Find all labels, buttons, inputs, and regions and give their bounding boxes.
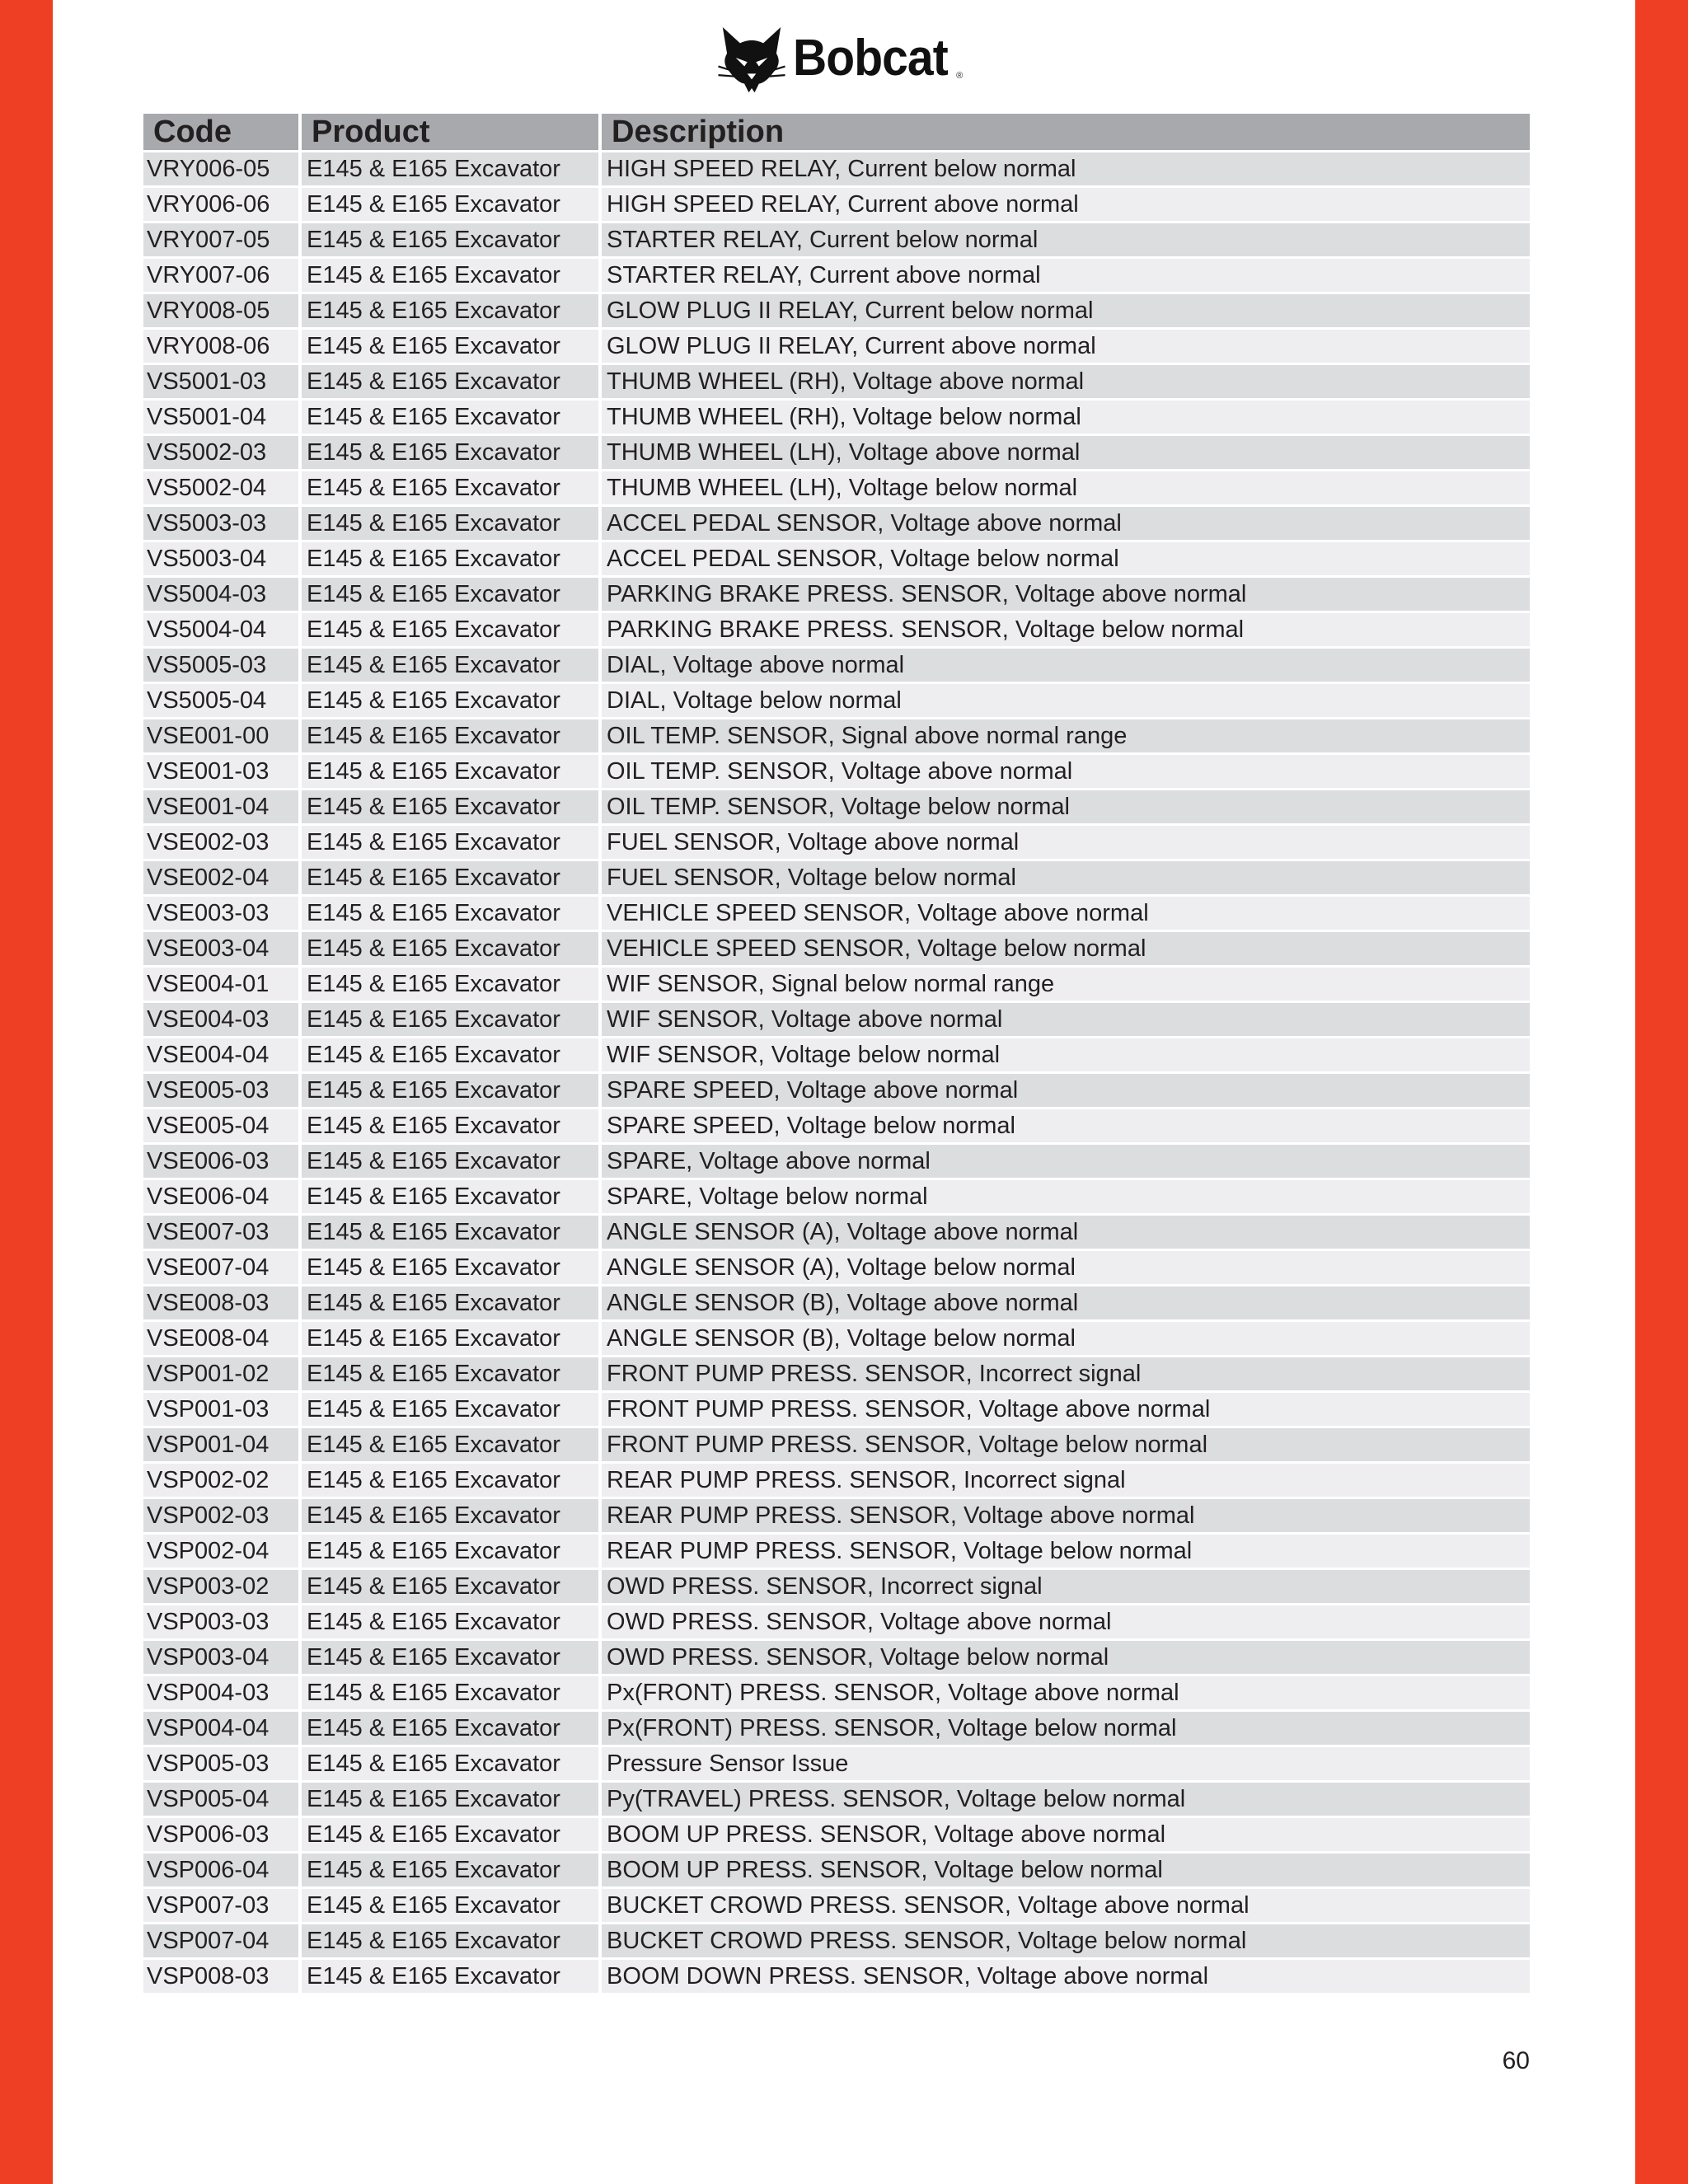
product-cell: E145 & E165 Excavator — [302, 1783, 598, 1816]
code-cell: VSE003-04 — [143, 932, 298, 965]
table-row — [143, 790, 1530, 823]
product-cell: E145 & E165 Excavator — [302, 365, 598, 398]
code-cell: VSE007-04 — [143, 1251, 298, 1284]
description-cell: Py(TRAVEL) PRESS. SENSOR, Voltage below normal — [602, 1783, 1530, 1816]
product-cell: E145 & E165 Excavator — [302, 1180, 598, 1213]
code-cell: VSE001-03 — [143, 755, 298, 788]
code-cell: VSE004-04 — [143, 1038, 298, 1071]
product-cell: E145 & E165 Excavator — [302, 719, 598, 752]
code-cell: VSE004-03 — [143, 1003, 298, 1036]
product-cell: E145 & E165 Excavator — [302, 1818, 598, 1851]
product-cell: E145 & E165 Excavator — [302, 1038, 598, 1071]
table-row — [143, 1393, 1530, 1426]
code-cell: VSE003-03 — [143, 897, 298, 930]
product-cell: E145 & E165 Excavator — [302, 932, 598, 965]
code-cell: VS5001-04 — [143, 401, 298, 434]
product-cell: E145 & E165 Excavator — [302, 1109, 598, 1142]
code-cell: VRY007-06 — [143, 259, 298, 292]
description-cell: THUMB WHEEL (RH), Voltage below normal — [602, 401, 1530, 434]
description-cell: ACCEL PEDAL SENSOR, Voltage below normal — [602, 542, 1530, 575]
description-cell: WIF SENSOR, Voltage below normal — [602, 1038, 1530, 1071]
table-row — [143, 1286, 1530, 1319]
table-row — [143, 1712, 1530, 1745]
description-cell: ACCEL PEDAL SENSOR, Voltage above normal — [602, 507, 1530, 540]
code-cell: VSP004-04 — [143, 1712, 298, 1745]
product-cell: E145 & E165 Excavator — [302, 1676, 598, 1709]
description-cell: SPARE SPEED, Voltage below normal — [602, 1109, 1530, 1142]
code-cell: VS5003-03 — [143, 507, 298, 540]
description-cell: WIF SENSOR, Voltage above normal — [602, 1003, 1530, 1036]
table-row — [143, 861, 1530, 894]
table-row — [143, 1109, 1530, 1142]
description-cell: HIGH SPEED RELAY, Current below normal — [602, 152, 1530, 185]
product-cell: E145 & E165 Excavator — [302, 826, 598, 859]
product-cell: E145 & E165 Excavator — [302, 1251, 598, 1284]
description-cell: WIF SENSOR, Signal below normal range — [602, 968, 1530, 1001]
code-cell: VSP005-04 — [143, 1783, 298, 1816]
description-cell: THUMB WHEEL (RH), Voltage above normal — [602, 365, 1530, 398]
code-cell: VSE006-04 — [143, 1180, 298, 1213]
code-cell: VS5004-03 — [143, 578, 298, 611]
code-cell: VSP005-03 — [143, 1747, 298, 1780]
table-row — [143, 755, 1530, 788]
product-cell: E145 & E165 Excavator — [302, 1003, 598, 1036]
product-cell: E145 & E165 Excavator — [302, 684, 598, 717]
table-body — [143, 152, 1530, 1993]
table-row — [143, 684, 1530, 717]
code-cell: VSP007-04 — [143, 1924, 298, 1957]
product-cell: E145 & E165 Excavator — [302, 1570, 598, 1603]
description-cell: OWD PRESS. SENSOR, Voltage above normal — [602, 1605, 1530, 1638]
description-cell: ANGLE SENSOR (B), Voltage above normal — [602, 1286, 1530, 1319]
code-cell: VS5002-03 — [143, 436, 298, 469]
code-cell: VSP001-03 — [143, 1393, 298, 1426]
code-cell: VSP002-02 — [143, 1464, 298, 1497]
product-cell: E145 & E165 Excavator — [302, 471, 598, 504]
code-cell: VS5001-03 — [143, 365, 298, 398]
description-cell: FUEL SENSOR, Voltage above normal — [602, 826, 1530, 859]
description-cell: OWD PRESS. SENSOR, Voltage below normal — [602, 1641, 1530, 1674]
product-cell: E145 & E165 Excavator — [302, 1960, 598, 1993]
description-cell: DIAL, Voltage above normal — [602, 649, 1530, 682]
product-cell: E145 & E165 Excavator — [302, 1464, 598, 1497]
table-row — [143, 649, 1530, 682]
table-row — [143, 1605, 1530, 1638]
description-cell: STARTER RELAY, Current below normal — [602, 223, 1530, 256]
description-cell: FUEL SENSOR, Voltage below normal — [602, 861, 1530, 894]
table-row — [143, 1570, 1530, 1603]
code-cell: VRY006-05 — [143, 152, 298, 185]
table-row — [143, 1251, 1530, 1284]
table-row — [143, 932, 1530, 965]
description-cell: FRONT PUMP PRESS. SENSOR, Incorrect signal — [602, 1357, 1530, 1390]
product-cell: E145 & E165 Excavator — [302, 578, 598, 611]
code-cell: VSE002-04 — [143, 861, 298, 894]
code-cell: VSP003-04 — [143, 1641, 298, 1674]
table-row — [143, 613, 1530, 646]
left-accent-stripe — [0, 0, 53, 2184]
table-row — [143, 401, 1530, 434]
product-cell: E145 & E165 Excavator — [302, 1357, 598, 1390]
product-cell: E145 & E165 Excavator — [302, 861, 598, 894]
code-cell: VSE001-04 — [143, 790, 298, 823]
description-cell: OWD PRESS. SENSOR, Incorrect signal — [602, 1570, 1530, 1603]
description-cell: BOOM UP PRESS. SENSOR, Voltage below normal — [602, 1854, 1530, 1886]
description-cell: VEHICLE SPEED SENSOR, Voltage below normal — [602, 932, 1530, 965]
product-cell: E145 & E165 Excavator — [302, 1889, 598, 1922]
description-cell: VEHICLE SPEED SENSOR, Voltage above normal — [602, 897, 1530, 930]
code-cell: VSE005-03 — [143, 1074, 298, 1107]
table-row — [143, 1676, 1530, 1709]
description-cell: DIAL, Voltage below normal — [602, 684, 1530, 717]
product-cell: E145 & E165 Excavator — [302, 649, 598, 682]
description-cell: BOOM DOWN PRESS. SENSOR, Voltage above normal — [602, 1960, 1530, 1993]
code-cell: VRY006-06 — [143, 188, 298, 221]
right-accent-stripe — [1635, 0, 1688, 2184]
code-cell: VSP003-02 — [143, 1570, 298, 1603]
table-row — [143, 1960, 1530, 1993]
code-cell: VSE008-04 — [143, 1322, 298, 1355]
table-row — [143, 1783, 1530, 1816]
code-cell: VSE002-03 — [143, 826, 298, 859]
description-cell: GLOW PLUG II RELAY, Current below normal — [602, 294, 1530, 327]
product-cell: E145 & E165 Excavator — [302, 968, 598, 1001]
table-row — [143, 1924, 1530, 1957]
product-cell: E145 & E165 Excavator — [302, 1854, 598, 1886]
description-cell: SPARE, Voltage above normal — [602, 1145, 1530, 1178]
code-cell: VSE008-03 — [143, 1286, 298, 1319]
product-cell: E145 & E165 Excavator — [302, 1216, 598, 1249]
description-cell: SPARE, Voltage below normal — [602, 1180, 1530, 1213]
code-cell: VRY008-06 — [143, 330, 298, 363]
product-cell: E145 & E165 Excavator — [302, 1145, 598, 1178]
product-cell: E145 & E165 Excavator — [302, 1428, 598, 1461]
table-row — [143, 719, 1530, 752]
description-cell: PARKING BRAKE PRESS. SENSOR, Voltage below normal — [602, 613, 1530, 646]
code-cell: VSP002-03 — [143, 1499, 298, 1532]
table-row — [143, 365, 1530, 398]
table-row — [143, 188, 1530, 221]
table-row — [143, 259, 1530, 292]
table-row — [143, 578, 1530, 611]
product-cell: E145 & E165 Excavator — [302, 897, 598, 930]
description-cell: OIL TEMP. SENSOR, Signal above normal range — [602, 719, 1530, 752]
description-cell: FRONT PUMP PRESS. SENSOR, Voltage above normal — [602, 1393, 1530, 1426]
product-cell: E145 & E165 Excavator — [302, 152, 598, 185]
product-cell: E145 & E165 Excavator — [302, 436, 598, 469]
description-cell: OIL TEMP. SENSOR, Voltage below normal — [602, 790, 1530, 823]
description-cell: BUCKET CROWD PRESS. SENSOR, Voltage below normal — [602, 1924, 1530, 1957]
description-cell: HIGH SPEED RELAY, Current above normal — [602, 188, 1530, 221]
description-cell: ANGLE SENSOR (A), Voltage above normal — [602, 1216, 1530, 1249]
table-header — [143, 114, 1530, 150]
table-row — [143, 223, 1530, 256]
code-cell: VS5002-04 — [143, 471, 298, 504]
product-cell: E145 & E165 Excavator — [302, 223, 598, 256]
table-row — [143, 897, 1530, 930]
product-cell: E145 & E165 Excavator — [302, 1747, 598, 1780]
fault-code-table — [140, 111, 1533, 1995]
description-cell: PARKING BRAKE PRESS. SENSOR, Voltage above normal — [602, 578, 1530, 611]
description-cell: FRONT PUMP PRESS. SENSOR, Voltage below normal — [602, 1428, 1530, 1461]
table-row — [143, 542, 1530, 575]
product-cell: E145 & E165 Excavator — [302, 1641, 598, 1674]
table-row — [143, 826, 1530, 859]
product-cell: E145 & E165 Excavator — [302, 507, 598, 540]
description-cell: SPARE SPEED, Voltage above normal — [602, 1074, 1530, 1107]
code-cell: VSE006-03 — [143, 1145, 298, 1178]
table-row — [143, 1428, 1530, 1461]
table-row — [143, 330, 1530, 363]
table-row — [143, 1535, 1530, 1568]
description-cell: THUMB WHEEL (LH), Voltage below normal — [602, 471, 1530, 504]
description-cell: REAR PUMP PRESS. SENSOR, Voltage below normal — [602, 1535, 1530, 1568]
table-row — [143, 1464, 1530, 1497]
code-cell: VS5005-03 — [143, 649, 298, 682]
description-cell: REAR PUMP PRESS. SENSOR, Voltage above normal — [602, 1499, 1530, 1532]
table-row — [143, 507, 1530, 540]
table-row — [143, 152, 1530, 185]
product-cell: E145 & E165 Excavator — [302, 188, 598, 221]
product-cell: E145 & E165 Excavator — [302, 1322, 598, 1355]
table-row — [143, 1499, 1530, 1532]
code-cell: VSP004-03 — [143, 1676, 298, 1709]
product-cell: E145 & E165 Excavator — [302, 259, 598, 292]
table-row — [143, 1747, 1530, 1780]
table-row — [143, 1038, 1530, 1071]
table-row — [143, 1145, 1530, 1178]
brand-logo — [715, 21, 963, 94]
code-cell: VSP002-04 — [143, 1535, 298, 1568]
description-cell: ANGLE SENSOR (B), Voltage below normal — [602, 1322, 1530, 1355]
table-row — [143, 1074, 1530, 1107]
code-cell: VSE007-03 — [143, 1216, 298, 1249]
code-cell: VS5003-04 — [143, 542, 298, 575]
description-cell: REAR PUMP PRESS. SENSOR, Incorrect signal — [602, 1464, 1530, 1497]
product-cell: E145 & E165 Excavator — [302, 401, 598, 434]
table-row — [143, 436, 1530, 469]
table-row — [143, 1180, 1530, 1213]
code-cell: VS5004-04 — [143, 613, 298, 646]
description-cell: GLOW PLUG II RELAY, Current above normal — [602, 330, 1530, 363]
bobcat-head-icon — [715, 21, 788, 94]
table-row — [143, 1322, 1530, 1355]
product-cell: E145 & E165 Excavator — [302, 1499, 598, 1532]
product-cell: E145 & E165 Excavator — [302, 294, 598, 327]
registered-mark: ® — [956, 71, 964, 81]
code-cell: VSP003-03 — [143, 1605, 298, 1638]
page-number: 60 — [1502, 2047, 1530, 2074]
table-row — [143, 1854, 1530, 1886]
product-cell: E145 & E165 Excavator — [302, 613, 598, 646]
header-product: Product — [302, 114, 598, 150]
description-cell: Px(FRONT) PRESS. SENSOR, Voltage below normal — [602, 1712, 1530, 1745]
product-cell: E145 & E165 Excavator — [302, 1393, 598, 1426]
product-cell: E145 & E165 Excavator — [302, 1074, 598, 1107]
table-row — [143, 968, 1530, 1001]
description-cell: Pressure Sensor Issue — [602, 1747, 1530, 1780]
brand-name: Bobcat — [793, 29, 948, 87]
description-cell: Px(FRONT) PRESS. SENSOR, Voltage above normal — [602, 1676, 1530, 1709]
code-cell: VRY008-05 — [143, 294, 298, 327]
table-row — [143, 471, 1530, 504]
description-cell: STARTER RELAY, Current above normal — [602, 259, 1530, 292]
code-cell: VSE004-01 — [143, 968, 298, 1001]
description-cell: BOOM UP PRESS. SENSOR, Voltage above normal — [602, 1818, 1530, 1851]
code-cell: VSP001-02 — [143, 1357, 298, 1390]
code-cell: VSP006-04 — [143, 1854, 298, 1886]
code-cell: VSP007-03 — [143, 1889, 298, 1922]
product-cell: E145 & E165 Excavator — [302, 1286, 598, 1319]
product-cell: E145 & E165 Excavator — [302, 790, 598, 823]
header-description: Description — [602, 114, 1530, 150]
description-cell: THUMB WHEEL (LH), Voltage above normal — [602, 436, 1530, 469]
product-cell: E145 & E165 Excavator — [302, 330, 598, 363]
description-cell: BUCKET CROWD PRESS. SENSOR, Voltage above normal — [602, 1889, 1530, 1922]
code-cell: VS5005-04 — [143, 684, 298, 717]
code-cell: VSE005-04 — [143, 1109, 298, 1142]
table-row — [143, 1003, 1530, 1036]
table-row — [143, 1818, 1530, 1851]
table-row — [143, 1889, 1530, 1922]
table-row — [143, 294, 1530, 327]
code-cell: VSP008-03 — [143, 1960, 298, 1993]
product-cell: E145 & E165 Excavator — [302, 542, 598, 575]
product-cell: E145 & E165 Excavator — [302, 1535, 598, 1568]
description-cell: OIL TEMP. SENSOR, Voltage above normal — [602, 755, 1530, 788]
table-row — [143, 1216, 1530, 1249]
code-cell: VSE001-00 — [143, 719, 298, 752]
header-code: Code — [143, 114, 298, 150]
table-row — [143, 1357, 1530, 1390]
code-cell: VRY007-05 — [143, 223, 298, 256]
table-row — [143, 1641, 1530, 1674]
code-cell: VSP006-03 — [143, 1818, 298, 1851]
product-cell: E145 & E165 Excavator — [302, 1924, 598, 1957]
description-cell: ANGLE SENSOR (A), Voltage below normal — [602, 1251, 1530, 1284]
product-cell: E145 & E165 Excavator — [302, 1605, 598, 1638]
product-cell: E145 & E165 Excavator — [302, 755, 598, 788]
code-cell: VSP001-04 — [143, 1428, 298, 1461]
product-cell: E145 & E165 Excavator — [302, 1712, 598, 1745]
